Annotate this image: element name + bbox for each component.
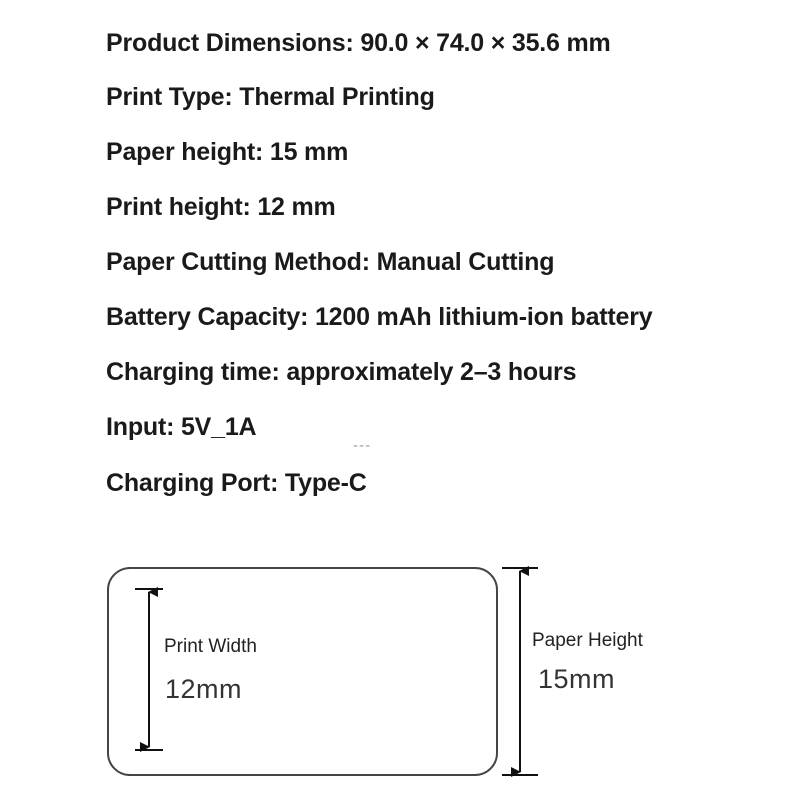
paper-height-arrow: [502, 568, 538, 775]
print-width-label: Print Width: [164, 636, 257, 657]
spec-charging-port: Charging Port: Type-C: [106, 469, 367, 497]
faint-mark: ---: [353, 438, 372, 454]
spec-print-type: Print Type: Thermal Printing: [106, 83, 435, 111]
label-outline: [108, 568, 497, 775]
spec-input: Input: 5V_1A: [106, 413, 257, 441]
label-dimension-diagram: [0, 540, 800, 800]
print-width-arrow: [135, 589, 163, 750]
spec-battery-capacity: Battery Capacity: 1200 mAh lithium-ion battery: [106, 303, 653, 331]
paper-height-label: Paper Height: [532, 630, 643, 651]
spec-cutting-method: Paper Cutting Method: Manual Cutting: [106, 248, 555, 276]
paper-height-value: 15mm: [538, 664, 616, 694]
spec-paper-height: Paper height: 15 mm: [106, 138, 349, 166]
spec-product-dimensions: Product Dimensions: 90.0 × 74.0 × 35.6 mm: [106, 29, 611, 57]
diagram-graphic: [0, 540, 800, 800]
print-width-value: 12mm: [165, 674, 243, 704]
spec-charging-time: Charging time: approximately 2–3 hours: [106, 358, 577, 386]
spec-print-height: Print height: 12 mm: [106, 193, 336, 221]
